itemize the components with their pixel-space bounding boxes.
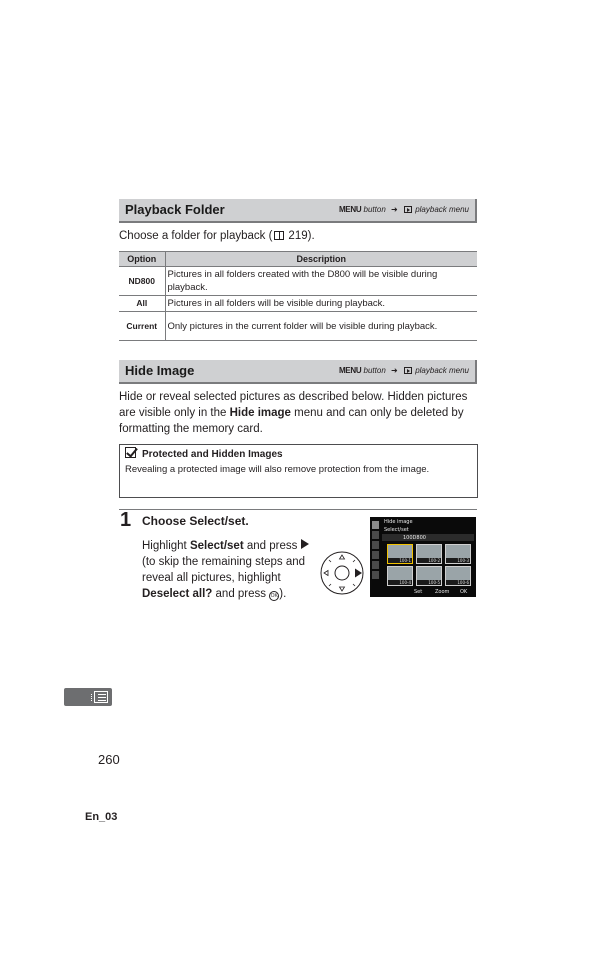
section-title: Hide Image — [125, 363, 195, 378]
menu-list-icon — [94, 691, 108, 703]
menu-button-label: MENU — [338, 205, 362, 214]
option-header: Option — [119, 252, 165, 267]
description-header: Description — [165, 252, 477, 267]
menu-name: Hide image — [229, 407, 291, 419]
note-text: Revealing a protected image will also remove protection from the image. — [125, 464, 430, 475]
playback-icon — [404, 367, 412, 374]
thumbnail: 100-5 — [416, 566, 442, 586]
step-divider — [119, 509, 477, 510]
description-cell: Only pictures in the current folder will be visible during playback. — [165, 312, 477, 341]
table-row — [119, 296, 477, 312]
option-cell: Current — [119, 312, 165, 341]
footer-ok: OK — [460, 589, 468, 595]
page-number: 260 — [98, 752, 120, 767]
thumbnail: 100-1 — [387, 544, 413, 564]
right-arrow-icon — [301, 539, 309, 549]
ok-button-icon: OK — [270, 593, 278, 599]
step-instructions: Highlight Select/set and press (to skip the remaining steps and reveal all pictures, highlight Deselect all? and press OK). — [142, 538, 314, 602]
footer-set: Set — [414, 589, 423, 595]
camera-folder: 100D800 — [403, 535, 426, 541]
playback-folder-intro: Choose a folder for playback ( 219). — [119, 230, 315, 242]
step-number: 1 — [120, 509, 132, 531]
menu-path: MENU button ➜ playback menu — [338, 366, 469, 375]
menu-button-label: MENU — [338, 366, 362, 375]
footer-zoom: Zoom — [435, 589, 450, 595]
multi-selector-icon — [320, 550, 364, 596]
camera-submenu: Select/set — [384, 527, 409, 533]
menu-path: MENU button ➜ playback menu — [338, 205, 469, 214]
page-ref[interactable]: 219 — [288, 230, 308, 242]
option-cell: ND800 — [119, 267, 165, 296]
playback-menu-tab — [64, 688, 112, 706]
hide-image-body: Hide or reveal selected pictures as described below. Hidden pictures are visible only in the Hide image menu and can only be deleted by formatting the memory card. — [119, 391, 468, 435]
step-title: Choose Select/set. — [142, 514, 249, 528]
note-box — [119, 444, 478, 498]
footer-code: En_03 — [85, 811, 118, 823]
option-cell: All — [119, 296, 165, 312]
options-table — [119, 251, 477, 341]
thumbnail: 100-2 — [416, 544, 442, 564]
book-ref-icon — [274, 231, 284, 240]
description-cell: Pictures in all folders created with the D800 will be visible during playback. — [165, 267, 477, 296]
description-cell: Pictures in all folders will be visible during playback. — [165, 296, 477, 312]
playback-icon — [404, 206, 412, 213]
table-row — [119, 267, 477, 296]
camera-menu-title: Hide image — [384, 519, 413, 525]
section-title: Playback Folder — [125, 202, 225, 217]
menu-tabs — [372, 521, 379, 583]
thumbnail: 100-3 — [445, 544, 471, 564]
thumbnail: 100-6 — [445, 566, 471, 586]
note-title: Protected and Hidden Images — [125, 447, 283, 462]
camera-screen — [370, 517, 476, 597]
checkmark-icon — [125, 447, 136, 458]
playback-folder-header — [119, 199, 477, 223]
table-row — [119, 312, 477, 341]
hide-image-header — [119, 360, 477, 384]
thumbnail: 100-4 — [387, 566, 413, 586]
